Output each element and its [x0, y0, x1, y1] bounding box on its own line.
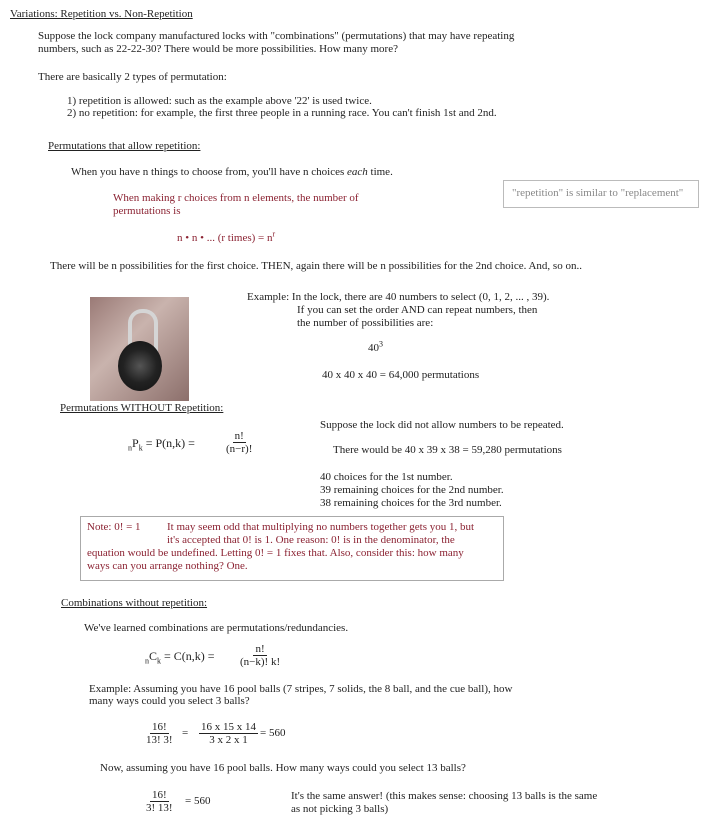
- choice-line: 40 choices for the 1st number.: [320, 471, 453, 483]
- numerator: 16 x 15 x 14: [201, 721, 256, 733]
- text: time.: [367, 166, 393, 178]
- note-line: it's accepted that 0! is 1. One reason: 0! is in the denominator, the: [167, 534, 455, 546]
- fraction: [240, 643, 280, 668]
- numerator: 16!: [151, 789, 167, 801]
- denominator: (n−r)!: [226, 443, 253, 455]
- choice-line: 39 remaining choices for the 2nd number.: [320, 484, 504, 496]
- type-item: 1) repetition is allowed: such as the example above '22' is used twice.: [67, 95, 372, 107]
- rule-text: permutations is: [113, 205, 181, 217]
- example-line: Example: Assuming you have 16 pool balls (7 stripes, 7 solids, the 8 ball, and the cue ball), how: [89, 683, 513, 695]
- answer-line: It's the same answer! (this makes sense: choosing 13 balls is the same: [291, 790, 598, 802]
- note-line: ways can you arrange nothing? One.: [87, 560, 248, 572]
- power-expression: [368, 339, 383, 355]
- example-line: If you can set the order AND can repeat numbers, then: [297, 304, 538, 316]
- note-label: Note: 0! = 1: [87, 521, 141, 533]
- page-title: Variations: Repetition vs. Non-Repetition: [10, 8, 193, 20]
- emphasis: each: [347, 166, 368, 178]
- fraction: [226, 430, 252, 455]
- fraction: [146, 789, 173, 814]
- choice-line: 38 remaining choices for the 3rd number.: [320, 497, 502, 509]
- text: When you have n things to choose from, you'll have n choices: [71, 166, 347, 178]
- denominator: (n−k)! k!: [240, 656, 281, 668]
- exponent: r: [272, 229, 276, 239]
- section-heading-repetition: Permutations that allow repetition:: [48, 140, 201, 152]
- subscript: n: [128, 443, 132, 453]
- combinations-intro: We've learned combinations are permutations/redundancies.: [84, 622, 349, 634]
- formula: = C(n,k) =: [161, 649, 215, 663]
- permutation-formula: [128, 436, 195, 453]
- example-line: many ways could you select 3 balls?: [89, 695, 250, 707]
- question: Now, assuming you have 16 pool balls. How many ways could you select 13 balls?: [100, 762, 466, 774]
- repetition-result: 40 x 40 x 40 = 64,000 permutations: [322, 369, 480, 381]
- subscript: n: [145, 656, 149, 666]
- formula: n • n • ... (r times) = n: [177, 232, 273, 244]
- numerator: n!: [255, 643, 265, 655]
- numerator: 16!: [151, 721, 167, 733]
- symbol: C: [149, 649, 158, 663]
- repetition-intro: [71, 166, 393, 179]
- denominator: 13! 3!: [146, 734, 173, 746]
- exponent: 3: [379, 339, 383, 349]
- fraction: [199, 721, 258, 746]
- types-heading: There are basically 2 types of permutation:: [38, 71, 227, 83]
- combination-formula: [145, 649, 215, 666]
- fraction: [146, 721, 173, 746]
- section-heading-no-repetition: Permutations WITHOUT Repetition:: [60, 402, 224, 414]
- equals: =: [182, 727, 189, 739]
- note-line: It may seem odd that multiplying no numbers together gets you 1, but: [167, 521, 475, 533]
- formula: = P(n,k) =: [142, 436, 195, 450]
- example-line: the number of possibilities are:: [297, 317, 434, 329]
- intro-line: numbers, such as 22-22-30? There would be more possibilities. How many more?: [38, 43, 398, 55]
- subscript: k: [138, 443, 143, 453]
- denominator: 3 x 2 x 1: [209, 734, 248, 746]
- padlock-image: [90, 297, 189, 401]
- result: = 560: [260, 727, 286, 739]
- example-line: Example: In the lock, there are 40 numbers to select (0, 1, 2, ... , 39).: [247, 291, 550, 303]
- intro-line: Suppose the lock company manufactured locks with "combinations" (permutations) that may have repeating: [38, 30, 515, 42]
- no-repetition-result: There would be 40 x 39 x 38 = 59,280 permutations: [333, 444, 562, 456]
- base: 40: [368, 342, 379, 354]
- explanation: There will be n possibilities for the first choice. THEN, again there will be n possibilities for the 2nd choice. And, so on..: [50, 260, 582, 272]
- repetition-formula: [177, 229, 276, 245]
- suppose-text: Suppose the lock did not allow numbers to be repeated.: [320, 419, 564, 431]
- section-heading-combinations: Combinations without repetition:: [61, 597, 208, 609]
- denominator: 3! 13!: [146, 802, 173, 814]
- numerator: n!: [234, 430, 244, 442]
- rule-text: When making r choices from n elements, the number of: [113, 192, 359, 204]
- result: = 560: [185, 795, 211, 807]
- answer-line: as not picking 3 balls): [291, 803, 389, 815]
- subscript: k: [157, 656, 162, 666]
- note-line: equation would be undefined. Letting 0! = 1 fixes that. Also, consider this: how many: [87, 547, 464, 559]
- symbol: P: [132, 436, 139, 450]
- type-item: 2) no repetition: for example, the first three people in a running race. You can't finish 1st and 2nd.: [67, 107, 497, 119]
- callout-box: [503, 180, 699, 208]
- note-box: [80, 516, 504, 581]
- callout-text: "repetition" is similar to "replacement": [512, 187, 684, 199]
